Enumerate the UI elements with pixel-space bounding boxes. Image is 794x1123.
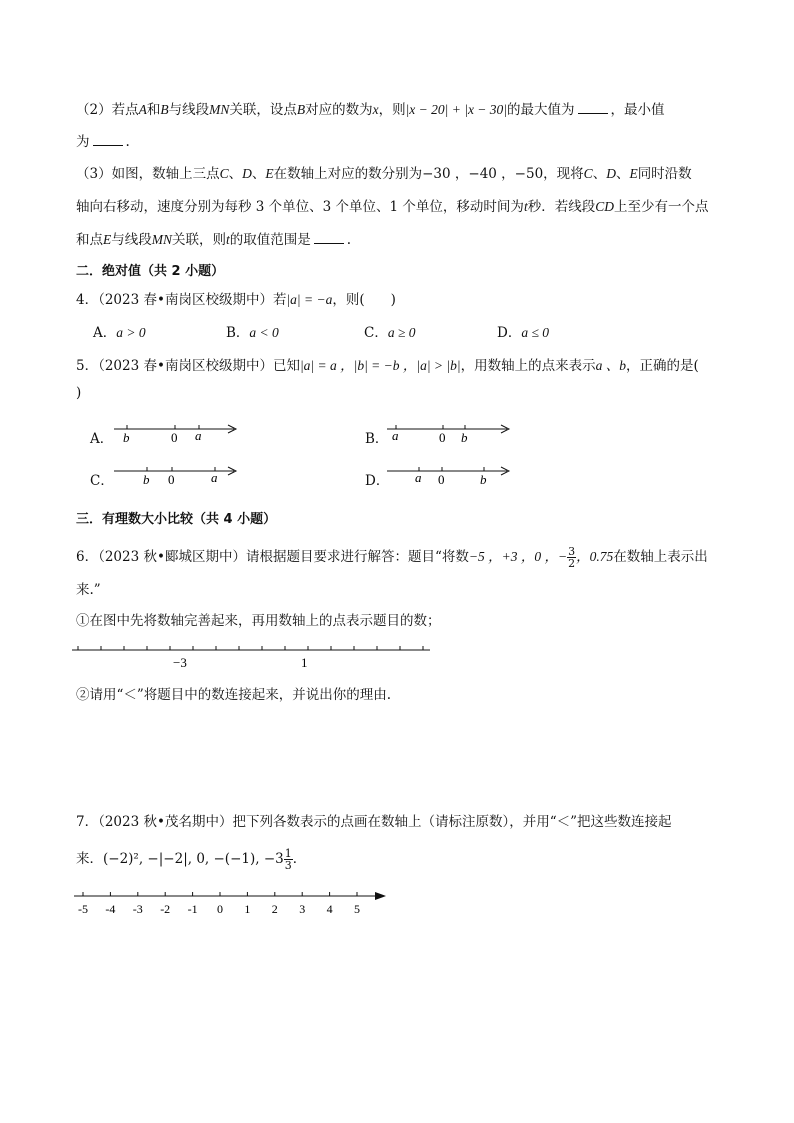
- question-6-stem: 6．（2023 秋•郾城区期中）请根据题目要求进行解答：题目“将数−5 ，+3 ，0 ，− $\frac{3}{2}$ ，0.75在数轴上表示出: [76, 545, 708, 570]
- question-7-stem-cont: 来．(−2)², −|−2|, 0, −(−1), −3 $\frac{1}{3}$ ．: [76, 847, 307, 872]
- q5-option-a[interactable]: A．: [90, 431, 114, 447]
- q4-option-d[interactable]: D．a ≤ 0: [497, 325, 549, 341]
- question-6-stem-cont: 来.”: [76, 582, 101, 598]
- q5-option-a-number-line: [112, 420, 242, 446]
- q3-part2-line1: （2）若点A和B与线段MN关联，设点B对应的数为x，则|x − 20| + |x − 30|的最大值为 ，最小值: [76, 102, 665, 118]
- tick-label: -2: [160, 902, 171, 916]
- tick-label: 3: [299, 902, 306, 916]
- label-0: 0: [439, 430, 446, 445]
- q5-option-d[interactable]: D．: [365, 473, 390, 489]
- q3-part3-line3: 和点E与线段MN关联，则t的取值范围是 .: [76, 232, 352, 248]
- tick-label: -5: [78, 902, 88, 916]
- q5-option-c-number-line: [112, 462, 242, 488]
- q4-option-b[interactable]: B．a < 0: [226, 325, 279, 341]
- question-7-stem: 7．（2023 秋•茂名期中）把下列各数表示的点画在数轴上（请标注原数），并用“＜”把这些数连接起: [76, 814, 672, 830]
- q5-option-b-number-line: [385, 420, 515, 446]
- tick-label: -4: [105, 902, 116, 916]
- fraction-three-halves: $\frac{3}{2}$: [568, 545, 576, 570]
- q7-number-line: [70, 886, 390, 920]
- q3-part2-line2: 为 .: [76, 134, 130, 150]
- label-b: b: [461, 430, 468, 445]
- section-heading-rational-compare: 三．有理数大小比较（共 4 小题）: [76, 512, 277, 527]
- tick-label-1: 1: [301, 655, 308, 670]
- question-6-sub1: ①在图中先将数轴完善起来，再用数轴上的点表示题目的数；: [76, 613, 441, 629]
- label-b: b: [143, 472, 150, 487]
- q4-option-a[interactable]: A．a > 0: [93, 325, 146, 341]
- axis-arrow: [375, 892, 386, 900]
- section-heading-absolute-value: 二．绝对值（共 2 小题）: [76, 264, 225, 279]
- label-0: 0: [438, 472, 445, 487]
- label-0: 0: [171, 430, 178, 445]
- answer-blank-min[interactable]: [93, 133, 123, 146]
- q4-option-c[interactable]: C．a ≥ 0: [364, 325, 416, 341]
- question-6-sub2: ②请用“＜”将题目中的数连接起来，并说出你的理由.: [76, 687, 392, 703]
- label-a: a: [392, 428, 399, 443]
- fraction-one-third: $\frac{1}{3}$: [284, 847, 292, 872]
- label-b: b: [480, 472, 487, 487]
- q5-option-c[interactable]: C．: [90, 473, 114, 489]
- q5-option-b[interactable]: B．: [365, 431, 389, 447]
- tick-label: 0: [217, 902, 223, 916]
- label-a: a: [415, 470, 422, 485]
- abs-expression: |x − 20| + |x − 30|: [405, 102, 508, 117]
- q3-part3-line1: （3）如图，数轴上三点C、D、E在数轴上对应的数分别为−30 ，−40 ，−50，现将C、D、E同时沿数: [76, 166, 692, 182]
- q6-number-line: [70, 640, 436, 670]
- tick-label: 4: [326, 902, 333, 916]
- label-0: 0: [168, 472, 175, 487]
- axis-ticks: [78, 646, 423, 650]
- question-5-stem: 5．（2023 春•南岗区校级期中）已知|a| = a ，|b| = −b ，|a| > |b|，用数轴上的点来表示a 、b，正确的是(: [76, 358, 699, 374]
- tick-label-neg3: −3: [173, 655, 187, 670]
- answer-blank-max[interactable]: [578, 101, 608, 114]
- question-5-stem-cont: ): [76, 385, 82, 401]
- label-a: a: [195, 428, 202, 443]
- tick-label: -3: [132, 902, 143, 916]
- tick-label: 1: [244, 902, 251, 916]
- label-b: b: [123, 430, 130, 445]
- tick-label: 2: [271, 902, 278, 916]
- q3-part3-line2: 轴向右移动，速度分别为每秒 3 个单位、3 个单位、1 个单位，移动时间为t秒．若线段CD上至少有一个点: [76, 199, 709, 215]
- question-4-stem: 4．（2023 春•南岗区校级期中）若|a| = −a，则( ): [76, 292, 396, 308]
- answer-blank-range[interactable]: [314, 231, 344, 244]
- q5-option-d-number-line: [385, 462, 515, 488]
- tick-label: -1: [187, 902, 198, 916]
- label-a: a: [211, 470, 218, 485]
- tick-label: 5: [354, 902, 360, 916]
